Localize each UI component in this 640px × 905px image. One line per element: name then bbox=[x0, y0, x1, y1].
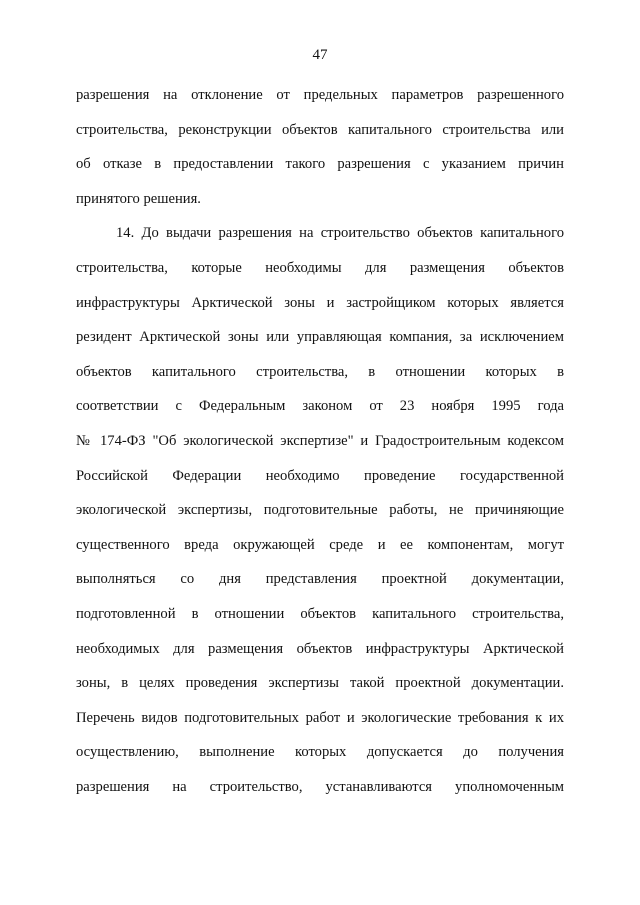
text-line: объектов капитального строительства, в отношении которых в bbox=[76, 363, 564, 380]
text-line: соответствии с Федеральным законом от 23 ноября 1995 года bbox=[76, 398, 564, 415]
text-line: резидент Арктической зоны или управляющая компания, за исключением bbox=[76, 329, 564, 346]
text-line: инфраструктуры Арктической зоны и застройщиком которых является bbox=[76, 294, 564, 311]
page-number: 47 bbox=[312, 47, 328, 63]
text-line: принятого решения. bbox=[76, 190, 201, 207]
text-line: строительства, реконструкции объектов капитального строительства или bbox=[76, 121, 564, 138]
body-text bbox=[76, 82, 564, 808]
text-line: разрешения на отклонение от предельных параметров разрешенного bbox=[76, 87, 564, 103]
text-line: Российской Федерации необходимо проведение государственной bbox=[76, 467, 564, 484]
text-line: осуществлению, выполнение которых допускается до получения bbox=[76, 744, 564, 761]
text-line: экологической экспертизы, подготовительные работы, не причиняющие bbox=[76, 502, 564, 519]
text-line: об отказе в предоставлении такого разрешения с указанием причин bbox=[76, 156, 564, 173]
text-line: Перечень видов подготовительных работ и экологические требования к их bbox=[76, 709, 564, 726]
text-line: существенного вреда окружающей среде и ее компонентам, могут bbox=[76, 536, 564, 553]
text-line: выполняться со дня представления проектной документации, bbox=[76, 571, 564, 588]
paragraph-start-line: 14. До выдачи разрешения на строительство объектов капитального bbox=[116, 225, 564, 242]
text-line: необходимых для размещения объектов инфраструктуры Арктической bbox=[76, 640, 564, 657]
text-line: № 174-ФЗ "Об экологической экспертизе" и Градостроительным кодексом bbox=[76, 432, 564, 449]
text-line: разрешения на строительство, устанавливаются уполномоченным bbox=[76, 778, 564, 795]
text-line: зоны, в целях проведения экспертизы такой проектной документации. bbox=[76, 675, 564, 692]
text-line: строительства, которые необходимы для размещения объектов bbox=[76, 259, 564, 276]
text-line: подготовленной в отношении объектов капитального строительства, bbox=[76, 605, 564, 622]
